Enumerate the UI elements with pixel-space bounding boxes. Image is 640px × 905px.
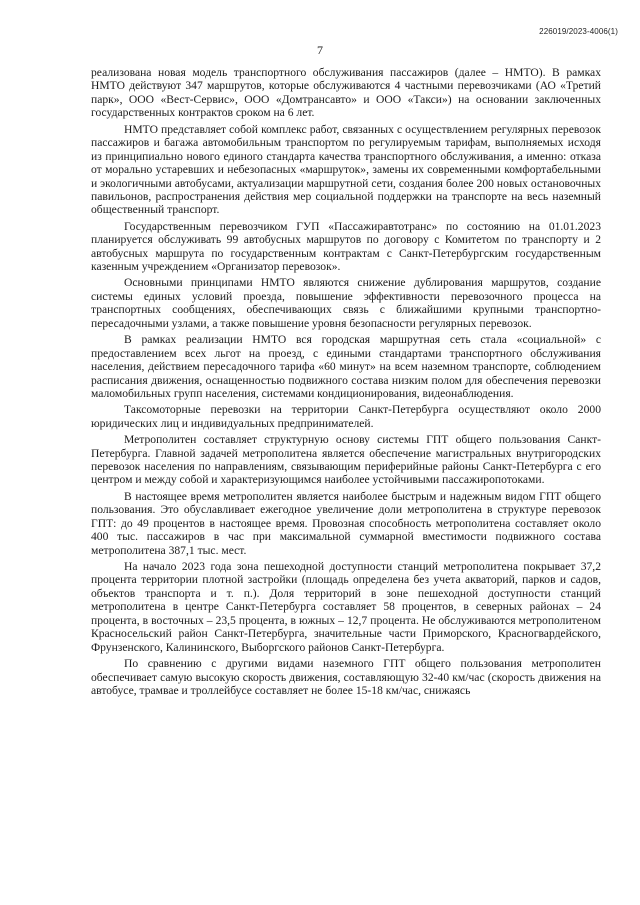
paragraph-6: Таксомоторные перевозки на территории Санкт-Петербурга осуществляют около 2000 юридических лиц и индивидуальных предпринимателей.	[91, 403, 601, 430]
paragraph-3: Государственным перевозчиком ГУП «Пассажиравтотранс» по состоянию на 01.01.2023 планируется обслуживать 99 автобусных маршрутов по договору с Комитетом по транспорту и 2 автобусных маршрута по государственным контрактам с Санкт-Петербургским государственным казенным учреждением «Организатор перевозок».	[91, 219, 601, 274]
paragraph-10: По сравнению с другими видами наземного ГПТ общего пользования метрополитен обеспечивает самую высокую скорость движения, составляющую 32-40 км/час (скорость движения на автобусе, трамвае и троллейбусе составляет не более 15-18 км/час, снижаясь	[91, 657, 601, 697]
document-id: 226019/2023-4006(1)	[539, 27, 618, 36]
paragraph-7: Метрополитен составляет структурную основу системы ГПТ общего пользования Санкт-Петербурга. Главной задачей метрополитена является обеспечение магистральных внутригородских перевозок населения по направлениям, связывающим периферийные районы Санкт-Петербурга с его центром и между собой и характеризующимся наиболее устойчивыми пассажиропотоками.	[91, 433, 601, 487]
paragraph-9: На начало 2023 года зона пешеходной доступности станций метрополитена покрывает 37,2 процента территории плотной застройки (площадь определена без учета акваторий, парков и садов, объектов транспорта и т. п.). Доля территорий в зоне пешеходной доступности станций метрополитена в центре Санкт-Петербурга составляет 58 процентов, в северных районах – 24 процента, в восточных – 23,5 процента, в южных – 12,7 процента. Не обслуживаются метрополитеном Красносельский район Санкт-Петербурга, значительные части Приморского, Красногвардейского, Фрунзенского, Калининского, Выборгского районов Санкт-Петербурга.	[91, 559, 601, 654]
paragraph-1: реализована новая модель транспортного обслуживания пассажиров (далее – НМТО). В рамках НМТО действуют 347 маршрутов, которые обслуживаются 4 частными перевозчиками (АО «Третий парк», ООО «Вест-Сервис», ООО «Домтрансавто» и ООО «Такси») на основании заключенных государственных контрактов сроком на 6 лет.	[91, 66, 601, 120]
paragraph-4: Основными принципами НМТО являются снижение дублирования маршрутов, создание системы единых условий проезда, повышение эффективности перевозочного процесса на транспортных сообщениях, обеспечивающих связь с ближайшими крупными транспортно-пересадочными узлами, а также повышение уровня безопасности регулярных перевозок.	[91, 276, 601, 330]
paragraph-2: НМТО представляет собой комплекс работ, связанных с осуществлением регулярных перевозок пассажиров и багажа автомобильным транспортом по регулируемым тарифам, выполняемых исходя из принципиально нового единого стандарта качества транспортного обслуживания, а именно: отказа от морально устаревших и небезопасных «маршруток», замены их современными комфортабельными и экологичными автобусами, актуализации маршрутной сети, создания более 200 новых остановочных павильонов, распространения действия мер социальной поддержки на транспорте на весь наземный общественный транспорт.	[91, 122, 601, 217]
page-number: 7	[317, 43, 323, 57]
paragraph-5: В рамках реализации НМТО вся городская маршрутная сеть стала «социальной» с предоставлением всех льгот на проезд, с едиными стандартами транспортного обслуживания населения, действием пересадочного тарифа «60 минут» на всем наземном транспорте, соблюдением расписания движения, оснащенностью подвижного состава низким полом для обеспечения перевозки маломобильных групп населения, системами кондиционирования, видеонаблюдения.	[91, 333, 601, 400]
body-text	[91, 66, 601, 700]
paragraph-8: В настоящее время метрополитен является наиболее быстрым и надежным видом ГПТ общего пользования. Это обуславливает ежегодное увеличение доли метрополитена в структуре перевозок ГПТ: до 49 процентов в настоящее время. Провозная способность метрополитена составляет около 400 тыс. пассажиров в час при максимальной суммарной вместимости подвижного состава метрополитена 387,1 тыс. мест.	[91, 489, 601, 557]
